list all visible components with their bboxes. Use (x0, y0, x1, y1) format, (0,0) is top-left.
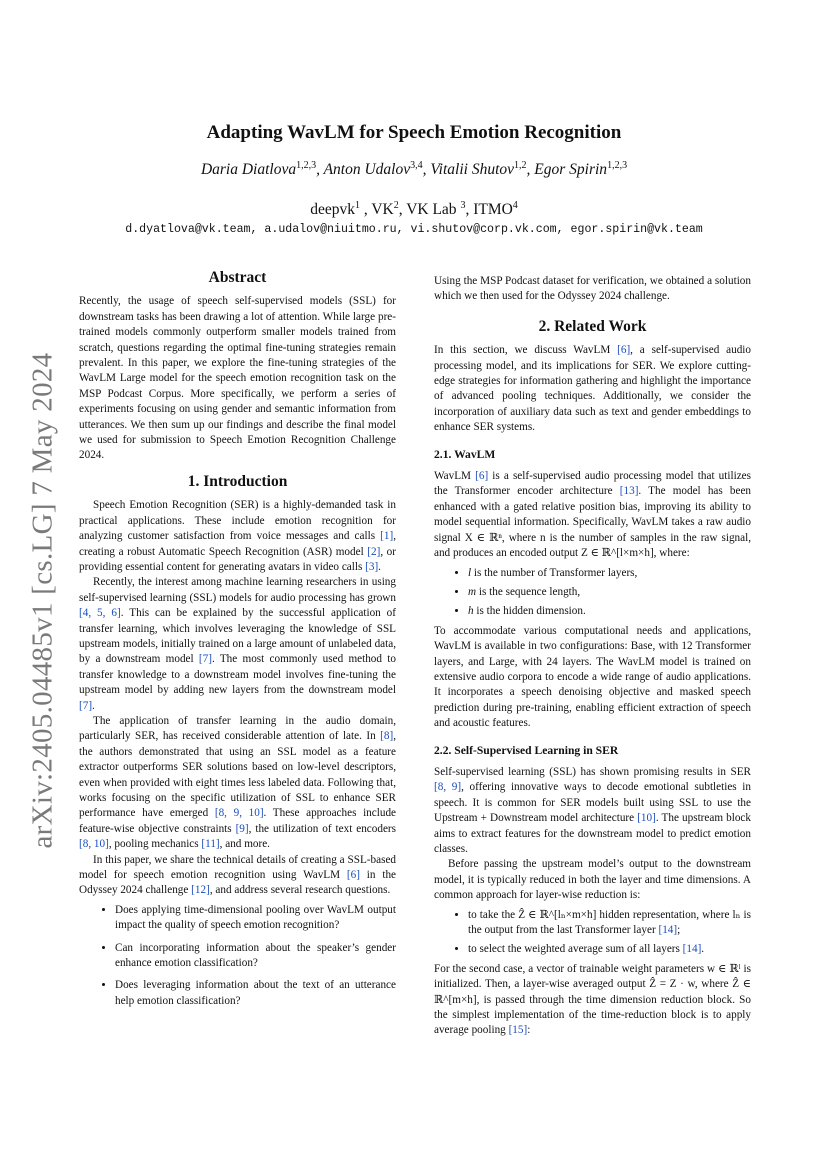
research-question: • Does leveraging information about the text of an utterance help emotion classification? (115, 978, 396, 1009)
citation-link[interactable]: [8, 9, 10] (214, 807, 264, 820)
list-name: Egor Spirin (534, 161, 608, 179)
paper-title: Adapting WavLM for Speech Emotion Recognition (206, 122, 622, 143)
wavlm-paragraph-1: WavLM [6] is a self-supervised audio processing model that utilizes the Transformer encoder architecture [13]. The model has been enhanced with a gated relative position bias, improving its ability to model sequential information. Specifically, WavLM takes a raw audio signal X ∈ ℝⁿ, where n is the number of samples in the raw signal, and produces an encoded output Z ∈ ℝ^[l×m×h], where: (434, 470, 751, 560)
right-column (434, 274, 751, 1039)
ssl-paragraph-1: Self-supervised learning (SSL) has shown promising results in SER [8, 9], offering innovative ways to decode emotional subtleties in speech. It is common for SER models built using SSL to use the Upstream + Downstream model architecture [10]. The upstream block aims to extract features for the downstream model to predict emotion classes. (434, 765, 751, 855)
author-list: Daria Diatlova$^{1,2,3}$, Anton Udalov$^{3,4}$, Vitalii Shutov$^{1,2}$, Egor Spirin$^{1,2,3}$ (200, 160, 628, 179)
citation-link[interactable]: [7] (79, 699, 93, 712)
list-name: VK (371, 201, 394, 219)
intro-heading: 1. Introduction (187, 472, 288, 490)
citation-link[interactable]: [8] (380, 730, 394, 743)
list-name: ITMO (473, 201, 513, 219)
citation-link[interactable]: [3] (365, 560, 379, 573)
citation-link[interactable]: [14] (658, 924, 678, 937)
dimension-item: • h is the hidden dimension. (468, 604, 751, 619)
ssl-heading: 2.2. Self-Supervised Learning in SER (434, 743, 619, 757)
intro-paragraph-3: The application of transfer learning in the audio domain, particularly SER, has received considerable attention of late. In [8], the authors demonstrated that using an SSL model as a feature extractor outperforms SER solutions based on low-level descriptors, even when provided with eight times less labeled data. Following that, works focusing on the specific utilization of SSL to enhance SER performance have emerged [8, 9, 10]. These approaches include feature-wise objective constraints [9], the utilization of text encoders [8, 10], pooling mechanics [11], and more. (79, 714, 396, 851)
citation-link[interactable]: [15] (508, 1024, 528, 1037)
dimension-item: • l is the number of Transformer layers, (468, 566, 751, 581)
intro-paragraph-4: In this paper, we share the technical details of creating a SSL-based model for speech emotion recognition using WavLM [6] in the Odyssey 2024 challenge [12], and address several research questions. (79, 853, 396, 897)
research-question: • Does applying time-dimensional pooling over WavLM output impact the quality of speech emotion recognition? (115, 903, 396, 934)
research-questions (79, 903, 396, 1009)
abstract-text: Recently, the usage of speech self-supervised models (SSL) for downstream tasks has been drawing a lot of attention. While large pre-trained models commonly outperform smaller models trained from scratch, questions regarding the optimal fine-tuning strategies remain prevalent. In this paper, we explore the fine-tuning strategies of the WavLM Large model for the speech emotion recognition task on the MSP Podcast Corpus. More specifically, we perform a series of experiments focusing on using gender and semantic information from utterances. We then sum up our findings and describe the final model we used for submission to Speech Emotion Recognition Challenge 2024. (79, 295, 396, 462)
list-name: Daria Diatlova (200, 161, 297, 179)
citation-link[interactable]: [2] (367, 545, 381, 558)
list-name: Vitalii Shutov (430, 161, 515, 179)
citation-link[interactable]: [8, 9] (434, 781, 462, 794)
wavlm-dimension-list (434, 566, 751, 620)
author-emails: d.dyatlova@vk.team, a.udalov@niuitmo.ru, vi.shutov@corp.vk.com, egor.spirin@vk.team (125, 223, 703, 236)
intro-paragraph-1: Speech Emotion Recognition (SER) is a highly-demanded task in practical applications. These include emotion recognition for analyzing customer satisfaction from voice messages and calls [1], creating a robust Automatic Speech Recognition (ASR) model [2], or providing essential content for generating avatars in video calls [3]. (79, 499, 396, 573)
reduction-item: • to take the Ẑ ∈ ℝ^[lₙ×m×h] hidden representation, where lₙ is the output from the last Transformer layer [14]; (468, 908, 751, 939)
intro-paragraph-2: Recently, the interest among machine learning researchers in using self-supervised learning (SSL) models for audio processing has grown [4, 5, 6]. This can be explained by the successful application of transfer learning, which involves leveraging the knowledge of SSL upstream models, initially trained on a large amount of unlabeled data, by a downstream model [7]. The most commonly used method to transfer knowledge to a downstream model involves fine-tuning the upstream model by adding new layers from the downstream model [7]. (79, 576, 397, 712)
ssl-paragraph-3: For the second case, a vector of trainable weight parameters w ∈ ℝˡ is initialized. Then, a layer-wise averaged output Ẑ = Z · w, where Ẑ ∈ ℝ^[m×h], is passed through the time dimension reduction block. So the simplest implementation of the time-reduction block is to apply average pooling [15]: (434, 962, 751, 1037)
list-name: deepvk (310, 201, 355, 219)
citation-link[interactable]: [7] (198, 653, 212, 666)
wavlm-paragraph-2: To accommodate various computational needs and applications, WavLM is available in two configurations: Base, with 12 Transformer layers, and Large, with 24 layers. The WavLM model is trained on extensive audio corpora to encode a wide range of audio applications. It incorporates a speech denoising objective and masked speech prediction during pre-training, enabling efficient extraction of speech and acoustic features. (434, 624, 751, 730)
citation-link[interactable]: [6] (346, 869, 360, 882)
intro-continued: Using the MSP Podcast dataset for verification, we obtained a solution which we then used for the Odyssey 2024 challenge. (434, 275, 751, 303)
citation-link[interactable]: [11] (201, 838, 220, 851)
citation-link[interactable]: [6] (475, 470, 489, 483)
arxiv-id: arXiv:2405.04485v1 [cs.LG] 7 May 2024 (26, 352, 59, 848)
citation-link[interactable]: [9] (235, 822, 249, 835)
ssl-paragraph-2: Before passing the upstream model’s output to the downstream model, it is typically reduced in both the layer and time dimensions. A common approach for layer-wise reduction is: (434, 858, 751, 902)
abstract-heading: Abstract (208, 269, 267, 286)
affiliation-list: deepvk$^1$ , $VK^2$, VK Lab $^3$, ITMO$^4$ (310, 200, 518, 219)
citation-link[interactable]: [4, 5, 6] (79, 607, 121, 620)
citation-link[interactable]: [6] (617, 344, 631, 357)
wavlm-heading: 2.1. WavLM (434, 447, 496, 461)
citation-link[interactable]: [10] (637, 812, 656, 825)
layer-reduction-list (434, 908, 751, 958)
reduction-item: • to select the weighted average sum of all layers [14]. (468, 942, 751, 957)
related-work-paragraph: In this section, we discuss WavLM [6], a self-supervised audio processing model, and its implications for SER. We explore cutting-edge strategies for information gathering and highlight the importance of advanced pooling techniques. Additionally, we consider the incorporation of auxiliary data such as text and gender embeddings to enhance SER systems. (434, 344, 752, 434)
dimension-item: • m is the sequence length, (468, 585, 751, 600)
citation-link[interactable]: [12] (191, 884, 210, 897)
list-name: VK Lab (406, 201, 461, 219)
research-question: • Can incorporating information about the speaker’s gender enhance emotion classification? (115, 941, 396, 972)
citation-link[interactable]: [13] (619, 485, 639, 498)
citation-link[interactable]: [1] (380, 530, 394, 543)
left-column (79, 270, 396, 1016)
related-work-heading: 2. Related Work (538, 317, 647, 335)
citation-link[interactable]: [8, 10] (79, 838, 109, 851)
arxiv-watermark (22, 352, 64, 848)
list-name: Anton Udalov (323, 161, 411, 179)
citation-link[interactable]: [14] (682, 943, 702, 956)
